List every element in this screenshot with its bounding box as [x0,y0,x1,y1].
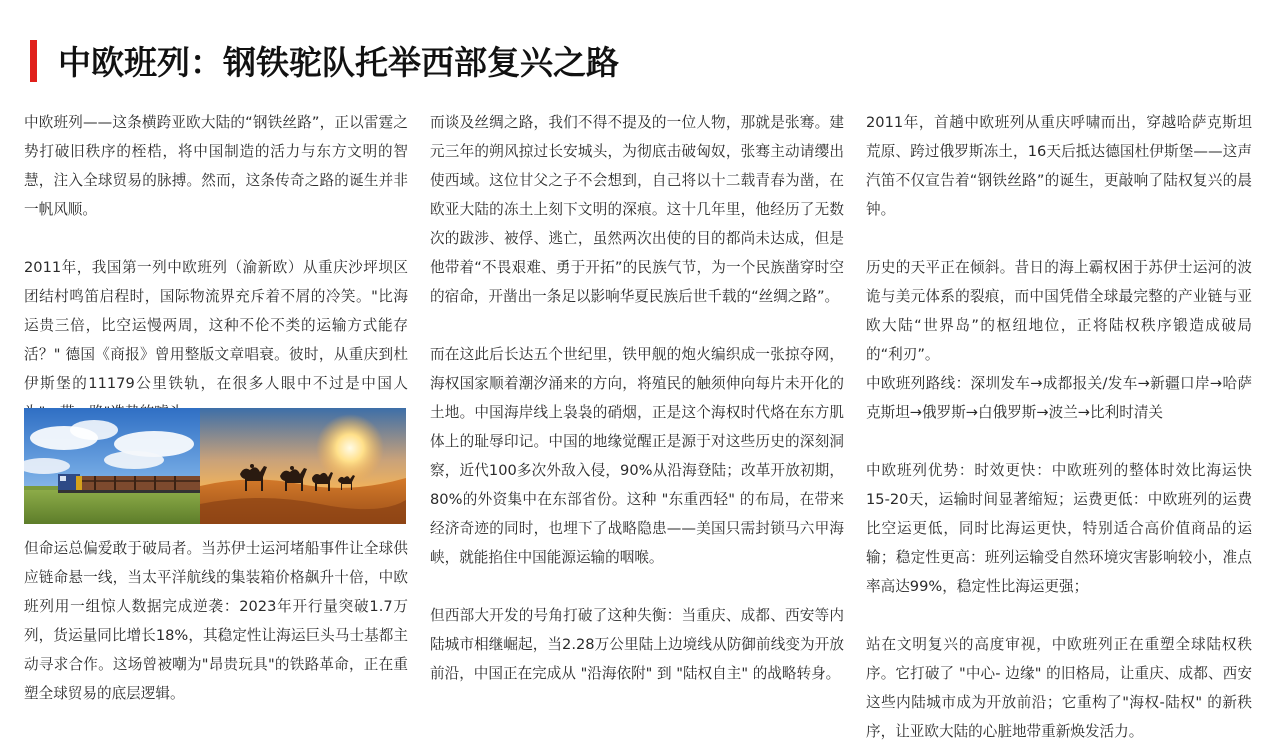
column-3-paragraph-5: 站在文明复兴的高度审视，中欧班列正在重塑全球陆权秩序。它打破了 "中心- 边缘" 的旧格局，让重庆、成都、西安这些内陆城市成为开放前沿；它重构了"海权-陆权" 的新秩序，让亚欧大陆的心脏地带重新焕发活力。 [866,636,1252,740]
article-column-2 [430,108,844,688]
paragraph-spacer [866,427,1252,456]
column-1-paragraph-2: 2011年，我国第一列中欧班列（渝新欧）从重庆沙坪坝区团结村鸣笛启程时，国际物流界充斥着不屑的冷笑。"比海运贵三倍，比空运慢两周，这种不伦不类的运输方式能存活？" 德国《商报》曾用整版文章唱衰。彼时，从重庆到杜伊斯堡的11179公里铁轨，在很多人眼中不过是中国人 [24,259,408,392]
column-3-paragraph-1: 2011年，首趟中欧班列从重庆呼啸而出，穿越哈萨克斯坦荒原、跨过俄罗斯冻土，16天后抵达德国杜伊斯堡——这声汽笛不仅宣告着“钢铁丝路”的诞生，更敲响了陆权复兴的晨钟。 [866,114,1252,218]
paragraph-spacer [430,311,844,340]
camel-caravan-photo [200,408,406,524]
paragraph-spacer [866,224,1252,253]
column-3-route-paragraph: 中欧班列路线：深圳发车→成都报关/发车→新疆口岸→哈萨克斯坦→俄罗斯→白俄罗斯→波兰→比利时清关 [866,375,1252,421]
column-3-advantages-paragraph: 中欧班列优势：时效更快：中欧班列的整体时效比海运快15-20天，运输时间显著缩短；运费更低：中欧班列的运费比空运更低，同时比海运更快，特别适合高价值商品的运输；稳定性更高：班列运输受自然环境灾害影响较小，准点率高达99%，稳定性比海运更强； [866,462,1252,595]
paragraph-spacer [24,224,408,253]
page-title: 中欧班列：钢铁驼队托举西部复兴之路 [58,43,619,82]
column-2-paragraph-3: 但西部大开发的号角打破了这种失衡：当重庆、成都、西安等内陆城市相继崛起，当2.28万公里陆上边境线从防御前线变为开放前沿，中国正在完成从 "沿海依附" 到 "陆权自主" 的战略转身。 [430,607,844,682]
train-photo [24,408,200,524]
illustration-strip [24,408,406,524]
column-2-paragraph-1: 而谈及丝绸之路，我们不得不提及的一位人物，那就是张骞。建元三年的朔风掠过长安城头，为彻底击破匈奴，张骞主动请缨出使西域。这位甘父之子不会想到，自己将以十二载青春为凿，在欧亚大陆的冻土上刻下文明的深痕。这十几年里，他经历了无数次的跋涉、被俘、逃亡，虽然两次出使的目的都尚未达成，但是他带着“不畏艰难、勇于开拓”的民族气节，为一个民族凿穿时空的宿命，开凿出一条足以影响华夏民族后世千载的“丝绸之路”。 [430,114,844,305]
title-accent-bar [30,40,37,82]
article-column-1 [24,108,408,427]
column-2-paragraph-2: 而在这此后长达五个世纪里，铁甲舰的炮火编织成一张掠夺网，海权国家顺着潮汐涌来的方向，将殖民的触须伸向每片未开化的土地。中国海岸线上袅袅的硝烟，正是这个海权时代烙在东方肌体上的耻辱印记。中国的地缘觉醒正是源于对这些历史的深刻洞察，近代100多次外敌入侵，90%从沿海登陆；改革开放初期，80%的外资集中在东部省份。这种 "东重西轻" 的布局，在带来经济奇迹的同时，也埋下了战略隐患——美国只需封锁马六甲海峡，就能掐住中国能源运输的咽喉。 [430,346,844,566]
column-1-paragraph-1: 中欧班列——这条横跨亚欧大陆的“钢铁丝路”，正以雷霆之势打破旧秩序的桎梏，将中国制造的活力与东方文明的智慧，注入全球贸易的脉搏。然而，这条传奇之路的诞生并非一帆风顺。 [24,114,408,218]
paragraph-spacer [866,601,1252,630]
article-column-1-continued [24,534,408,708]
article-column-3 [866,108,1252,746]
column-3-paragraph-2: 历史的天平正在倾斜。昔日的海上霸权困于苏伊士运河的波诡与美元体系的裂痕，而中国凭借全球最完整的产业链与亚欧大陆“世界岛”的枢纽地位，正将陆权秩序锻造成破局的“利刃”。 [866,259,1252,363]
column-1-paragraph-3: 但命运总偏爱敢于破局者。当苏伊士运河堵船事件让全球供应链命悬一线，当太平洋航线的集装箱价格飙升十倍，中欧班列用一组惊人数据完成逆袭：2023年开行量突破1.7万列，货运量同比增长18%，其稳定性让海运巨头马士基都主动寻求合作。这场曾被嘲为"昂贵玩具"的铁路革命，正在重塑全球贸易的底层逻辑。 [24,540,408,702]
paragraph-spacer [430,572,844,601]
